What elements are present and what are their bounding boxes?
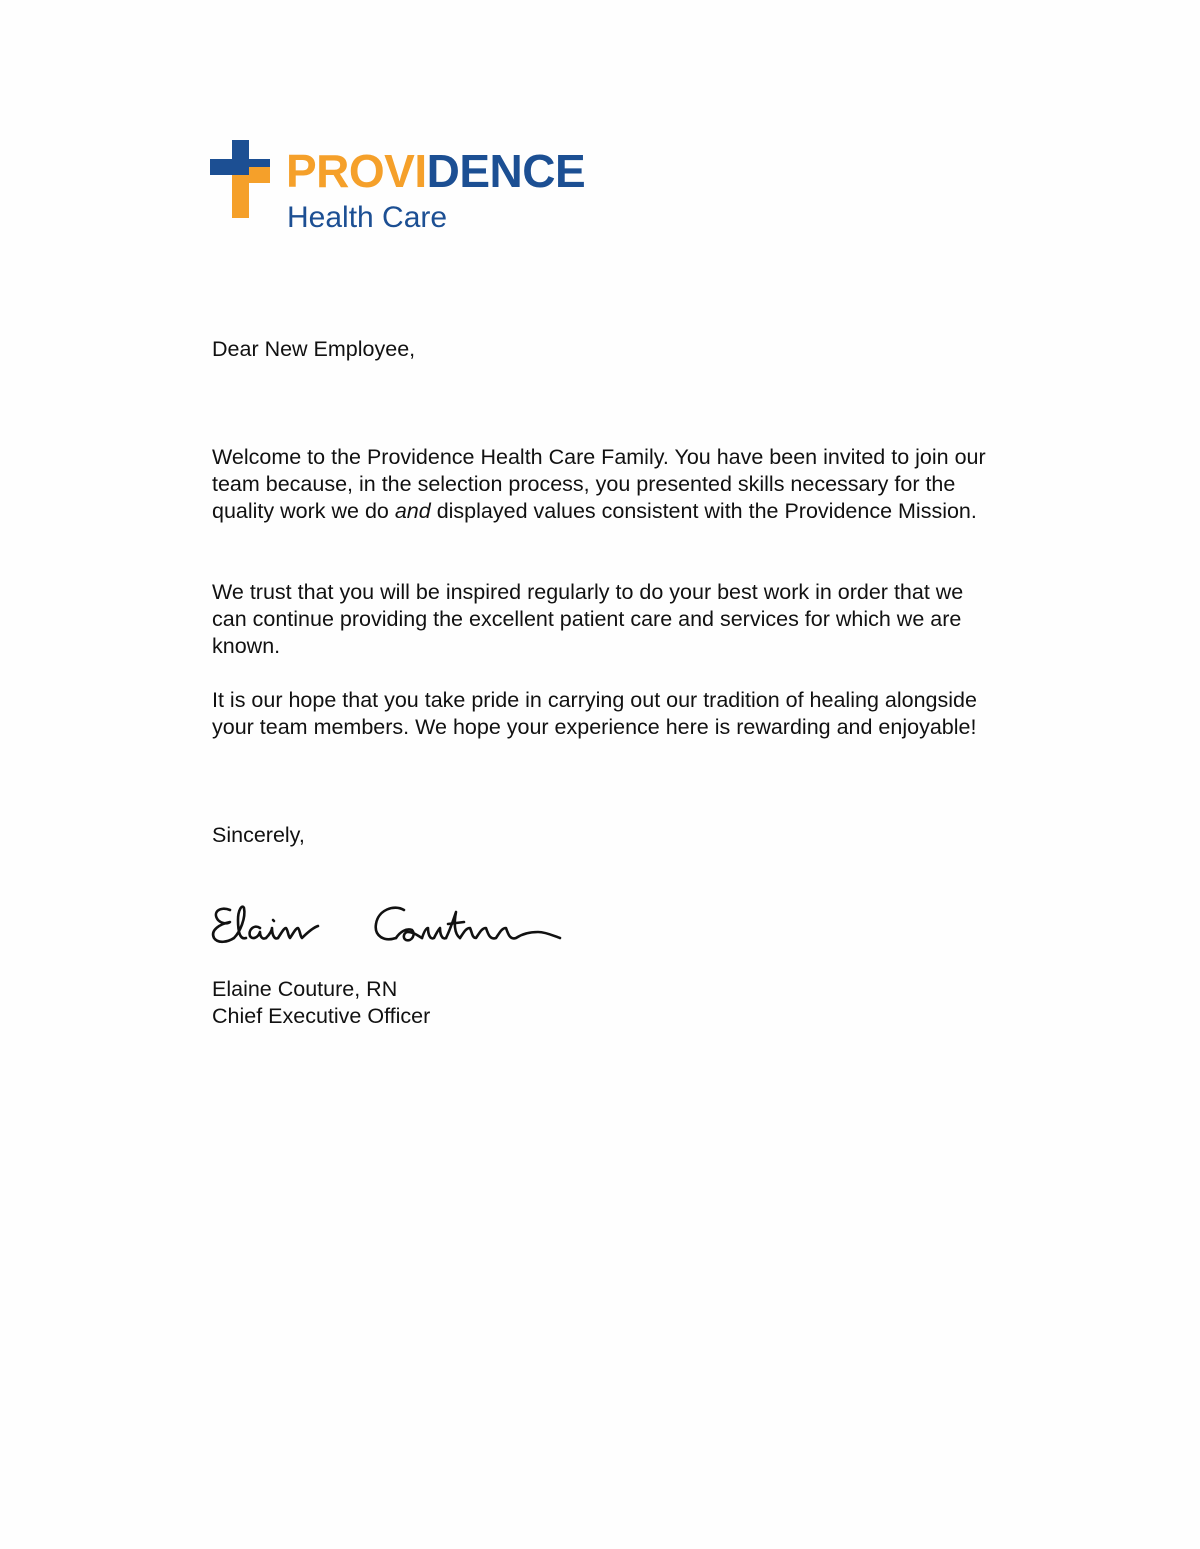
brand-wordmark-part3: DENCE <box>426 145 586 197</box>
handwritten-signature <box>208 898 568 956</box>
paragraph-hope: It is our hope that you take pride in carrying out our tradition of healing alongside your team members. We hope your experience here is rewarding and enjoyable! <box>212 688 977 739</box>
signer-title: Chief Executive Officer <box>212 1004 431 1028</box>
providence-logo <box>210 140 610 235</box>
paragraph-welcome-emphasis: and <box>394 499 431 523</box>
signer-name: Elaine Couture, RN <box>212 977 398 1001</box>
cross-blue-horizontal <box>210 159 249 175</box>
brand-wordmark <box>286 145 585 197</box>
cross-orange-vertical <box>232 175 249 218</box>
brand-wordmark-part1: PROV <box>286 145 415 197</box>
brand-subtitle: Health Care <box>287 201 448 234</box>
cross-blue-right-top <box>249 159 270 167</box>
signature-graphic <box>208 898 568 956</box>
paragraph-welcome <box>212 444 1002 525</box>
paragraph-trust: We trust that you will be inspired regularly to do your best work in order that we can continue providing the excellent patient care and services for which we are known. <box>212 580 964 658</box>
logo-graphic <box>210 140 610 235</box>
paragraph-welcome-text-2: displayed values consistent with the Providence Mission. <box>430 499 977 523</box>
paragraph-welcome-text-1: Welcome to the Providence Health Care Family. You have been invited to join our team because, in the selection process, you presented skills necessary for the quality work we do <box>212 445 986 523</box>
salutation: Dear New Employee, <box>212 337 416 361</box>
cross-orange-horizontal <box>249 167 270 183</box>
brand-wordmark-part2: I <box>414 145 427 197</box>
closing: Sincerely, <box>212 823 305 847</box>
